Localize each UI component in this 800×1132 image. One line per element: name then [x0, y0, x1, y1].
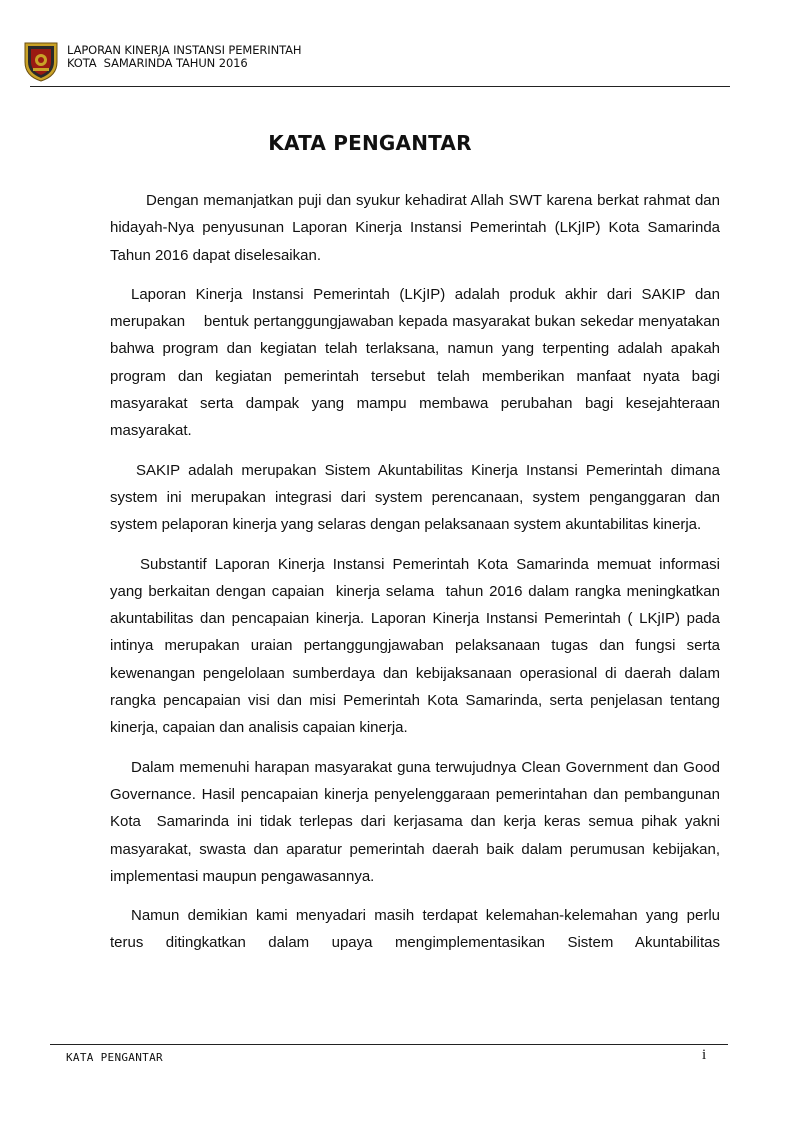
page-header — [22, 40, 712, 90]
document-body — [110, 187, 725, 969]
paragraph-5: Dalam memenuhi harapan masyarakat guna terwujudnya Clean Government dan Good Governance. Hasil pencapaian kinerja penyelenggaraan pemerintahan dan pembangunan Kota Samarinda ini tidak terlepas dari kerjasama dan kerja keras semua pihak yakni masyarakat, swasta dan aparatur pemerintah daerah baik dalam perumusan kebijakan, implementasi maupun pengawasannya. — [110, 758, 725, 885]
paragraph-6: Namun demikian kami menyadari masih terdapat kelemahan-kelemahan yang perlu terus ditingkatkan dalam upaya mengimplementasikan Sistem Akuntabilitas — [110, 907, 720, 952]
paragraph-4: Substantif Laporan Kinerja Instansi Pemerintah Kota Samarinda memuat informasi yang berkaitan dengan capaian kinerja selama tahun 2016 dalam rangka meningkatkan akuntabilitas dan pencapaian kinerja. Laporan Kinerja Instansi Pemerintah ( LKjIP) pada intinya merupakan uraian pertanggungjawaban pelaksanaan tugas dan fungsi serta kewenangan pengelolaan sumberdaya dan kebijaksanaan operasional di daerah dalam rangka pencapaian visi dan misi Pemerintah Kota Samarinda, serta penjelasan tentang kinerja, capaian dan analisis capaian kinerja. — [110, 555, 725, 737]
page-title: KATA PENGANTAR — [268, 131, 472, 155]
header-line-1: LAPORAN KINERJA INSTANSI PEMERINTAH — [67, 43, 302, 57]
paragraph-2: Laporan Kinerja Instansi Pemerintah (LKjIP) adalah produk akhir dari SAKIP dan merupakan bentuk pertanggungjawaban kepada masyarakat bukan sekedar menyatakan bahwa program dan kegiatan telah terlaksana, namun yang terpenting adalah apakah program dan kegiatan pemerintah tersebut telah memberikan manfaat nyata bagi masyarakat serta dampak yang mampu membawa perubahan bagi kesejahteraan masyarakat. — [110, 285, 725, 440]
paragraph-3: SAKIP adalah merupakan Sistem Akuntabilitas Kinerja Instansi Pemerintah dimana system ini merupakan integrasi dari system perencanaan, system penganggaran dan system pelaporan kinerja yang selaras dengan pelaksanaan system akuntabilitas kinerja. — [110, 461, 720, 534]
paragraph-1: Dengan memanjatkan puji dan syukur kehadirat Allah SWT karena berkat rahmat dan hidayah-Nya penyusunan Laporan Kinerja Instansi Pemerintah (LKjIP) Kota Samarinda Tahun 2016 dapat diselesaikan. — [110, 192, 720, 264]
city-emblem-icon — [22, 40, 60, 82]
header-line-2: KOTA SAMARINDA TAHUN 2016 — [67, 56, 248, 70]
footer-section-label: KATA PENGANTAR — [66, 1051, 163, 1064]
header-divider — [30, 86, 730, 87]
footer-divider — [50, 1044, 728, 1045]
footer-page-number: i — [702, 1047, 707, 1063]
report-header-text — [67, 44, 301, 70]
